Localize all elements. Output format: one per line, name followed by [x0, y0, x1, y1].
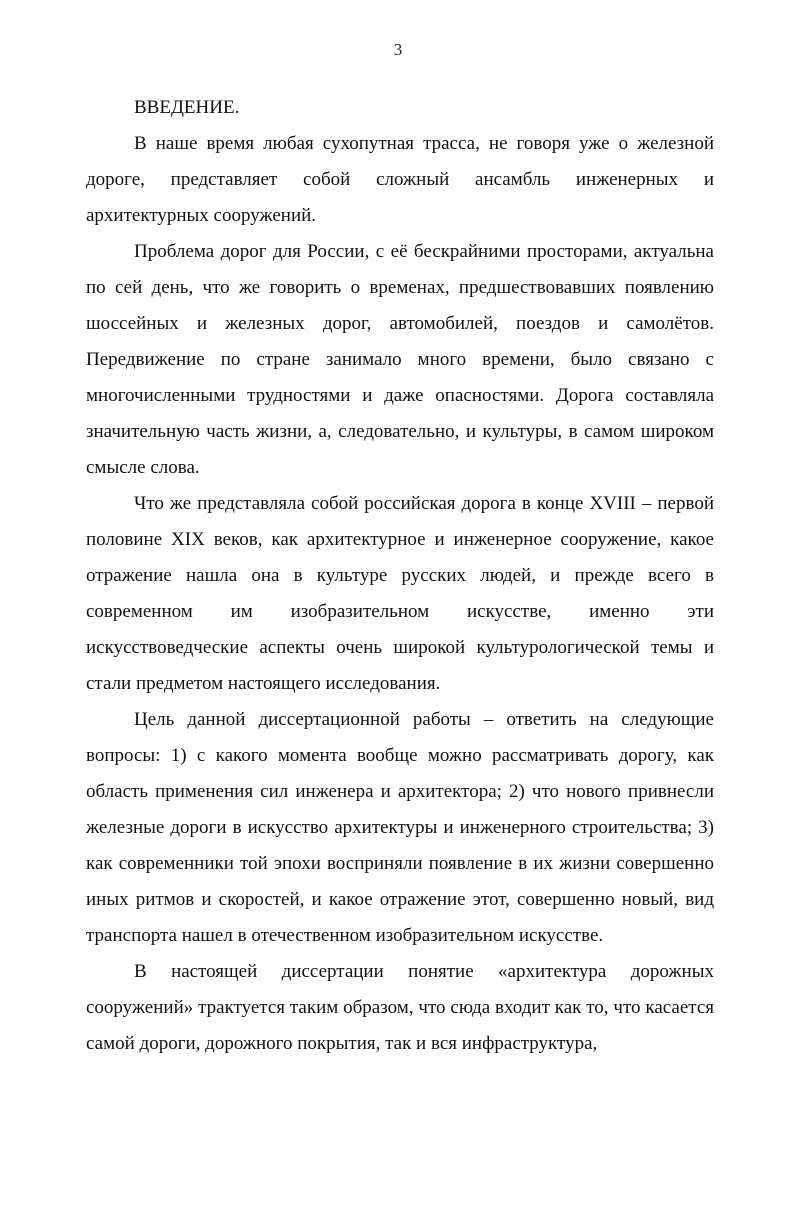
paragraph-3: Что же представляла собой российская дорога в конце XVIII – первой половине XIX веков, как архитектурное и инженерное сооружение, какое отражение нашла она в культуре русских людей, и прежде всего в современном им изобразительном искусстве, именно эти искусствоведческие аспекты очень широкой культурологической темы и стали предметом настоящего исследования.	[86, 493, 714, 694]
section-heading: ВВЕДЕНИЕ.	[134, 97, 240, 118]
paragraph-2: Проблема дорог для России, с её бескрайними просторами, актуальна по сей день, что же говорить о временах, предшествовавших появлению шоссейных и железных дорог, автомобилей, поездов и самолётов. Передвижение по стране занимало много времени, было связано с многочисленными трудностями и даже опасностями. Дорога составляла значительную часть жизни, а, следовательно, и культуры, в самом широком смысле слова.	[86, 241, 714, 478]
body-text	[86, 90, 714, 1062]
paragraph-4: Цель данной диссертационной работы – ответить на следующие вопросы: 1) с какого момента вообще можно рассматривать дорогу, как область применения сил инженера и архитектора; 2) что нового привнесли железные дороги в искусство архитектуры и инженерного строительства; 3) как современники той эпохи восприняли появление в их жизни совершенно иных ритмов и скоростей, и какое отражение этот, совершенно новый, вид транспорта нашел в отечественном изобразительном искусстве.	[86, 709, 714, 946]
paragraph-1: В наше время любая сухопутная трасса, не говоря уже о железной дороге, представляет собой сложный ансамбль инженерных и архитектурных сооружений.	[86, 133, 714, 226]
paragraph-5: В настоящей диссертации понятие «архитектура дорожных сооружений» трактуется таким образом, что сюда входит как то, что касается самой дороги, дорожного покрытия, так и вся инфраструктура,	[86, 961, 714, 1054]
page-number: 3	[393, 40, 403, 59]
